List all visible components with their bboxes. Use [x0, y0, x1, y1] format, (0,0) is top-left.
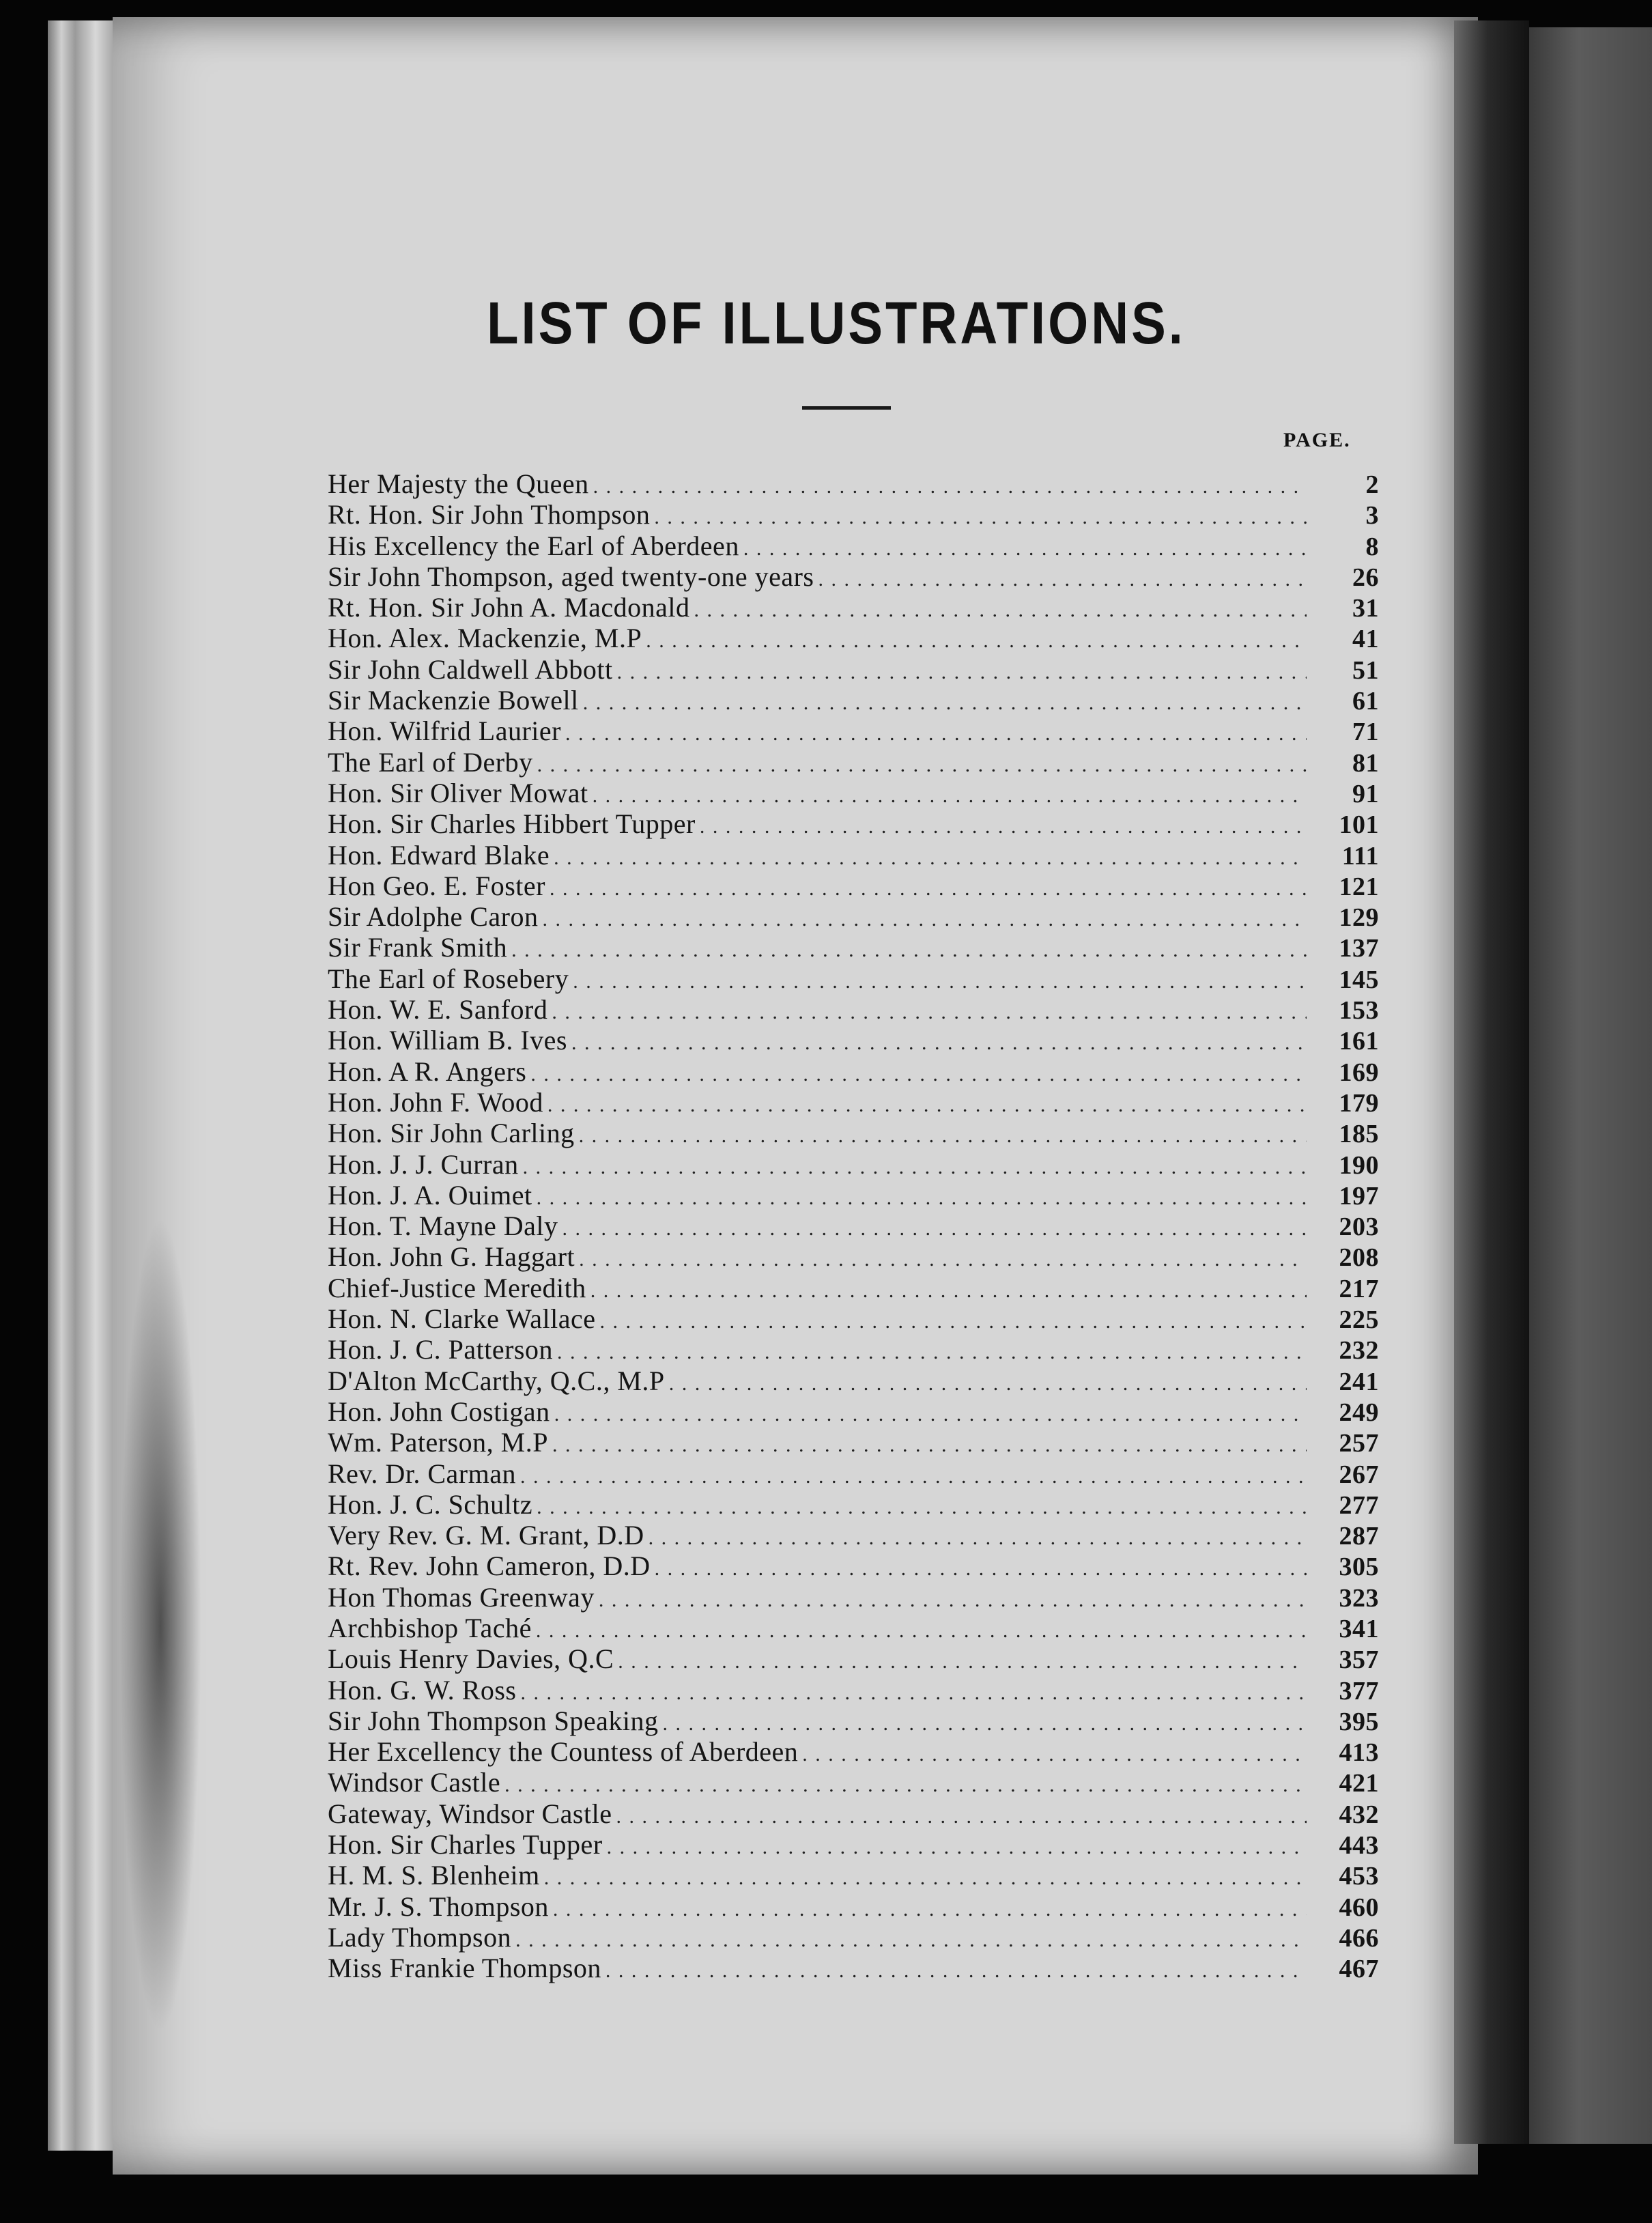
page-number: 129 — [1339, 903, 1379, 933]
page-number: 432 — [1339, 1800, 1379, 1829]
illustration-name: Archbishop Taché — [328, 1612, 532, 1643]
dot-leader — [818, 561, 1307, 593]
list-item — [328, 1766, 1379, 1797]
list-item — [328, 1488, 1379, 1519]
illustration-name: Sir Mackenzie Bowell — [328, 685, 579, 716]
dot-leader — [504, 1766, 1307, 1798]
dot-leader — [646, 622, 1307, 654]
list-item — [328, 1458, 1379, 1488]
page-number: 121 — [1339, 872, 1379, 901]
illustration-name: Hon. Sir Charles Hibbert Tupper — [328, 808, 696, 840]
dot-leader — [554, 839, 1307, 871]
dot-leader — [606, 1952, 1307, 1984]
illustration-name: Hon. John G. Haggart — [328, 1241, 575, 1273]
page-number: 31 — [1352, 594, 1379, 623]
dot-leader — [607, 1828, 1307, 1860]
page-number: 305 — [1339, 1553, 1379, 1582]
list-item — [328, 931, 1379, 962]
list-item — [328, 808, 1379, 838]
illustration-name: Hon. Sir John Carling — [328, 1118, 575, 1149]
dot-leader — [573, 963, 1307, 995]
list-item — [328, 1210, 1379, 1241]
list-item — [328, 530, 1379, 561]
illustration-name: Louis Henry Davies, Q.C — [328, 1643, 614, 1675]
page-number: 61 — [1352, 687, 1379, 716]
list-item — [328, 561, 1379, 591]
list-item — [328, 1828, 1379, 1859]
list-item — [328, 715, 1379, 746]
dot-leader — [552, 1426, 1307, 1458]
dot-leader — [552, 993, 1307, 1025]
illustration-name: Hon. Sir Oliver Mowat — [328, 777, 588, 808]
illustration-name: Rev. Dr. Carman — [328, 1458, 516, 1489]
list-item — [328, 1179, 1379, 1210]
page-number: 421 — [1339, 1769, 1379, 1798]
illustration-name: Hon. W. E. Sanford — [328, 994, 548, 1025]
illustration-name: Very Rev. G. M. Grant, D.D — [328, 1520, 644, 1551]
dot-leader — [593, 777, 1307, 809]
page-number: 225 — [1339, 1305, 1379, 1335]
list-item — [328, 963, 1379, 993]
list-item — [328, 901, 1379, 931]
dot-leader — [618, 1643, 1307, 1675]
illustration-name: Hon. John Costigan — [328, 1396, 550, 1427]
list-item — [328, 1705, 1379, 1736]
illustration-name: The Earl of Derby — [328, 746, 533, 778]
illustration-name: His Excellency the Earl of Aberdeen — [328, 530, 739, 561]
page-number: 101 — [1339, 810, 1379, 840]
page-number: 377 — [1339, 1676, 1379, 1705]
illustration-name: Hon. T. Mayne Daly — [328, 1210, 558, 1242]
dot-leader — [537, 746, 1307, 778]
list-item — [328, 777, 1379, 808]
list-item — [328, 1952, 1379, 1983]
list-item — [328, 591, 1379, 622]
illustration-name: Hon Geo. E. Foster — [328, 870, 545, 901]
page-number: 2 — [1365, 470, 1379, 499]
illustrations-list — [328, 468, 1379, 1983]
page-number: 197 — [1339, 1181, 1379, 1210]
illustration-name: Sir John Thompson, aged twenty-one years — [328, 561, 814, 592]
dot-leader — [565, 715, 1307, 747]
dot-leader — [655, 1550, 1307, 1582]
list-item — [328, 1396, 1379, 1426]
page-number: 323 — [1339, 1583, 1379, 1613]
page-number: 460 — [1339, 1893, 1379, 1922]
page-number: 203 — [1339, 1213, 1379, 1242]
illustration-name: Hon. John F. Wood — [328, 1086, 543, 1118]
illustration-name: Gateway, Windsor Castle — [328, 1798, 612, 1829]
illustration-name: Hon. Wilfrid Laurier — [328, 716, 561, 747]
page-number: 3 — [1365, 501, 1379, 530]
dot-leader — [523, 1148, 1307, 1180]
page-number: 8 — [1365, 532, 1379, 561]
dot-leader — [530, 1056, 1307, 1088]
list-item — [328, 1674, 1379, 1705]
illustration-name: Hon. J. A. Ouimet — [328, 1179, 532, 1210]
dot-leader — [542, 901, 1307, 933]
list-item — [328, 1550, 1379, 1581]
illustration-name: Wm. Paterson, M.P — [328, 1427, 548, 1458]
illustration-name: D'Alton McCarthy, Q.C., M.P — [328, 1365, 665, 1396]
illustration-name: The Earl of Rosebery — [328, 963, 569, 994]
illustration-name: Her Majesty the Queen — [328, 468, 589, 499]
page-number: 287 — [1339, 1522, 1379, 1551]
list-item — [328, 684, 1379, 715]
illustration-name: Miss Frankie Thompson — [328, 1953, 601, 1984]
dot-leader — [550, 870, 1307, 902]
page-number: 161 — [1339, 1027, 1379, 1056]
list-item — [328, 1736, 1379, 1766]
page-number: 111 — [1341, 841, 1379, 870]
illustration-name: Rt. Hon. Sir John Thompson — [328, 499, 651, 530]
list-item — [328, 1643, 1379, 1673]
page-number: 208 — [1339, 1243, 1379, 1273]
list-item — [328, 1921, 1379, 1952]
illustration-name: Hon. Alex. Mackenzie, M.P — [328, 623, 642, 654]
illustration-name: Hon. A R. Angers — [328, 1056, 527, 1087]
page-column-heading: PAGE. — [1283, 429, 1351, 451]
illustration-name: Hon. William B. Ives — [328, 1025, 567, 1056]
illustration-name: Rt. Hon. Sir John A. Macdonald — [328, 592, 690, 623]
illustration-name: Sir Adolphe Caron — [328, 901, 539, 933]
dot-leader — [593, 468, 1307, 500]
list-item — [328, 1086, 1379, 1117]
page-number: 71 — [1352, 718, 1379, 747]
page-number: 395 — [1339, 1707, 1379, 1736]
list-item — [328, 468, 1379, 498]
illustration-name: Sir John Thompson Speaking — [328, 1705, 659, 1736]
list-item — [328, 1859, 1379, 1890]
list-item — [328, 1024, 1379, 1055]
dot-leader — [553, 1891, 1307, 1923]
dot-leader — [536, 1612, 1307, 1644]
page-number: 257 — [1339, 1429, 1379, 1458]
page-number: 443 — [1339, 1831, 1379, 1860]
list-item — [328, 993, 1379, 1024]
illustration-name: Hon. J. J. Curran — [328, 1148, 519, 1180]
ink-smudge — [119, 1215, 201, 2035]
dot-leader — [515, 1921, 1307, 1953]
dot-leader — [544, 1859, 1307, 1891]
dot-leader — [654, 498, 1307, 530]
page-number: 466 — [1339, 1923, 1379, 1953]
list-item — [328, 1798, 1379, 1828]
illustration-name: Mr. J. S. Thompson — [328, 1891, 549, 1922]
illustration-name: Hon. N. Clarke Wallace — [328, 1303, 596, 1335]
page-number: 232 — [1339, 1336, 1379, 1365]
dot-leader — [590, 1272, 1307, 1304]
dot-leader — [617, 653, 1307, 685]
dot-leader — [511, 931, 1307, 963]
dot-leader — [663, 1705, 1307, 1737]
page-number: 51 — [1352, 655, 1379, 685]
page-number: 81 — [1352, 748, 1379, 778]
page-number: 267 — [1339, 1460, 1379, 1489]
illustration-name: Hon. G. W. Ross — [328, 1674, 517, 1705]
page-number: 453 — [1339, 1862, 1379, 1891]
dot-leader — [579, 1241, 1307, 1273]
dot-leader — [649, 1519, 1307, 1551]
page-number: 91 — [1352, 779, 1379, 808]
illustration-name: Hon Thomas Greenway — [328, 1581, 595, 1613]
list-item — [328, 498, 1379, 529]
page-number: 467 — [1339, 1955, 1379, 1984]
list-item — [328, 1333, 1379, 1364]
page-number: 169 — [1339, 1058, 1379, 1087]
illustration-name: Sir John Caldwell Abbott — [328, 653, 613, 685]
list-item — [328, 839, 1379, 870]
dot-leader — [669, 1365, 1307, 1397]
dot-leader — [547, 1086, 1307, 1118]
dot-leader — [554, 1396, 1307, 1428]
dot-leader — [537, 1488, 1307, 1520]
list-item — [328, 1891, 1379, 1921]
list-item — [328, 1056, 1379, 1086]
list-item — [328, 1612, 1379, 1643]
illustration-name: Her Excellency the Countess of Aberdeen — [328, 1736, 799, 1768]
dot-leader — [802, 1736, 1307, 1768]
illustration-name: Windsor Castle — [328, 1767, 501, 1798]
page-title: LIST OF ILLUSTRATIONS. — [487, 289, 1186, 357]
page-number: 153 — [1339, 996, 1379, 1025]
dot-leader — [571, 1024, 1307, 1056]
list-item — [328, 1519, 1379, 1550]
list-item — [328, 1148, 1379, 1179]
dot-leader — [700, 808, 1307, 840]
page-number: 41 — [1352, 625, 1379, 654]
page-number: 241 — [1339, 1367, 1379, 1396]
illustration-name: H. M. S. Blenheim — [328, 1860, 540, 1891]
dot-leader — [520, 1674, 1307, 1706]
page-number: 357 — [1339, 1645, 1379, 1675]
list-item — [328, 622, 1379, 653]
dot-leader — [562, 1210, 1307, 1242]
list-item — [328, 1581, 1379, 1612]
list-item — [328, 1241, 1379, 1271]
illustration-name: Sir Frank Smith — [328, 932, 508, 963]
dot-leader — [520, 1458, 1307, 1490]
page-number: 249 — [1339, 1398, 1379, 1427]
dot-leader — [694, 591, 1307, 623]
illustration-name: Chief-Justice Meredith — [328, 1272, 586, 1303]
dot-leader — [579, 1117, 1307, 1149]
dot-leader — [583, 684, 1307, 716]
illustration-name: Rt. Rev. John Cameron, D.D — [328, 1551, 651, 1582]
title-rule — [802, 406, 891, 410]
page-number: 179 — [1339, 1088, 1379, 1118]
page-number: 217 — [1339, 1274, 1379, 1303]
page-number: 145 — [1339, 965, 1379, 994]
dot-leader — [616, 1798, 1307, 1830]
page-number: 413 — [1339, 1738, 1379, 1768]
list-item — [328, 1426, 1379, 1457]
illustration-name: Hon. J. C. Patterson — [328, 1334, 553, 1365]
list-item — [328, 1365, 1379, 1396]
dot-leader — [599, 1303, 1307, 1335]
illustration-name: Hon. Sir Charles Tupper — [328, 1829, 603, 1860]
list-item — [328, 1303, 1379, 1333]
illustration-name: Hon. J. C. Schultz — [328, 1488, 533, 1520]
illustration-name: Lady Thompson — [328, 1921, 512, 1953]
page-number: 341 — [1339, 1614, 1379, 1643]
dot-leader — [537, 1179, 1307, 1211]
page-number: 190 — [1339, 1150, 1379, 1180]
list-item — [328, 1272, 1379, 1303]
illustration-name: Hon. Edward Blake — [328, 839, 550, 870]
dot-leader — [557, 1333, 1307, 1365]
page-number: 137 — [1339, 934, 1379, 963]
page-number: 26 — [1352, 563, 1379, 592]
dot-leader — [743, 530, 1307, 562]
dot-leader — [599, 1581, 1307, 1613]
list-item — [328, 1117, 1379, 1148]
list-item — [328, 746, 1379, 777]
page-number: 277 — [1339, 1490, 1379, 1520]
list-item — [328, 870, 1379, 901]
page-number: 185 — [1339, 1120, 1379, 1149]
list-item — [328, 653, 1379, 684]
